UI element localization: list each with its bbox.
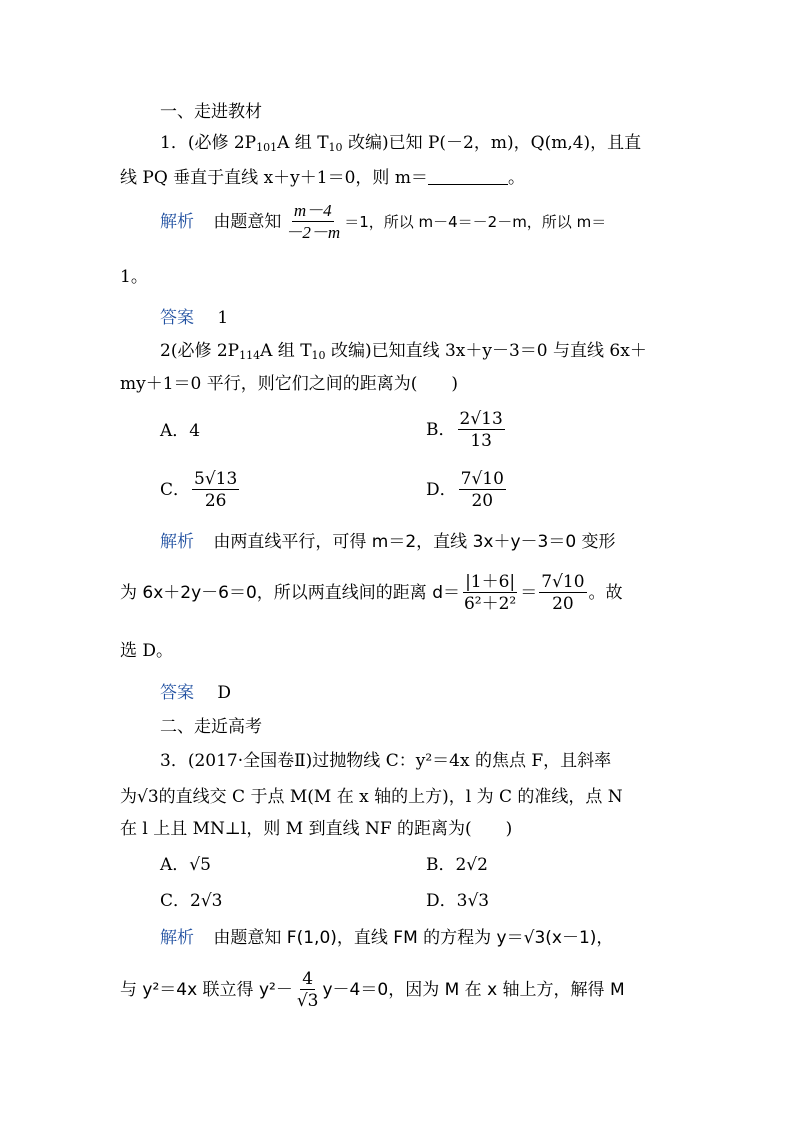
q2-option-b [426,405,507,455]
q2-sol-b2: 。故 [588,583,623,603]
q2-sol-frac2-den: 20 [552,594,574,614]
q2-text-b: A 组 T [260,341,312,361]
q1-answer-line [160,307,228,329]
q1-sol-b: ＝1，所以 m－4＝－2－m，所以 m＝ [344,213,607,231]
question-1-line-1 [160,132,641,159]
q3-sol-b2: y－4＝0，因为 M 在 x 轴上方，解得 M [322,980,625,1000]
question-1-line-2 [120,167,525,189]
question-3-line-2: 为√3的直线交 C 于点 M(M 在 x 轴的上方)，l 为 C 的准线，点 N [120,787,623,807]
q3-sol-frac-den: √3 [296,991,319,1011]
q2-opt-d-label: D． [426,480,457,500]
jiexi-label: 解析 [160,532,194,552]
q3-sol-frac [295,969,321,1012]
q1-solution-line-2: 1。 [120,267,148,287]
q2-option-d [426,465,508,515]
q2-answer-value: D [217,683,232,703]
q3-option-d: D．3√3 [426,891,490,911]
question-2-line-2: my＋1＝0 平行，则它们之间的距离为( ) [120,374,459,394]
q1-fraction [283,201,342,244]
q3-sol-frac-num: 4 [302,969,314,989]
q1-line2-text: 线 PQ 垂直于直线 x＋y＋1＝0，则 m＝ [120,168,428,188]
question-3-line-3: 在 l 上且 MN⊥l，则 M 到直线 NF 的距离为( ) [120,819,513,839]
q2-sol-frac2-num: 7√10 [541,572,585,592]
q3-solution-line-2 [120,965,625,1015]
q2-sol-frac1-den: 6²＋2² [463,594,517,614]
q2-opt-c-den: 26 [204,491,227,511]
q2-opt-b-num: 2√13 [459,409,503,429]
q2-text-c: 改编)已知直线 3x＋y－3＝0 与直线 6x＋ [325,341,647,361]
q1-answer-value: 1 [217,308,229,328]
question-2-line-1 [160,340,647,367]
answer-blank [428,168,508,185]
q1-sol-a: 由题意知 [213,212,282,232]
q3-sol-a: 由题意知 F(1,0)，直线 FM 的方程为 y＝√3(x－1)， [213,928,614,948]
section-title-2: 二、走近高考 [160,717,262,737]
q1-sub-a: 101 [256,141,278,154]
q2-opt-d-den: 20 [471,491,494,511]
q1-text-b: A 组 T [277,133,329,153]
q1-frac-den: －2－m [285,223,341,242]
q2-sol-frac1 [462,572,518,615]
q2-sol-frac2 [539,572,586,615]
q2-opt-c-frac [192,469,239,512]
jiexi-label: 解析 [160,928,194,948]
q2-sol-b1: 为 6x＋2y－6＝0，所以两直线间的距离 d＝ [120,583,460,603]
q1-solution-line-1 [160,200,606,244]
q2-opt-d-frac [459,469,506,512]
q3-solution-line-1 [160,927,613,949]
answer-label: 答案 [160,683,194,703]
q3-option-b: B．2√2 [426,855,488,875]
q2-opt-c-num: 5√13 [194,469,238,489]
q2-opt-c-label: C． [160,480,191,500]
q2-sub-a: 114 [239,349,261,362]
q1-line2-end: 。 [507,168,525,188]
question-3-line-1: 3．(2017·全国卷Ⅱ)过抛物线 C：y²＝4x 的焦点 F，且斜率 [160,751,612,771]
q2-opt-b-label: B． [426,420,456,440]
q2-solution-line-3: 选 D。 [120,641,174,661]
q2-sub-b: 10 [311,349,326,362]
q2-option-c [160,465,241,515]
q2-option-a: A．4 [160,421,201,441]
q2-solution-line-2 [120,568,623,618]
q3-option-c: C．2√3 [160,891,223,911]
q3-option-a: A．√5 [160,855,211,875]
q2-sol-a: 由两直线平行，可得 m＝2，直线 3x＋y－3＝0 变形 [213,532,616,552]
q1-text-a: 1．(必修 2P [160,133,257,153]
q2-opt-b-frac [458,409,505,452]
q3-sol-b1: 与 y²＝4x 联立得 y²－ [120,980,293,1000]
jiexi-label: 解析 [160,212,194,232]
q1-sub-b: 10 [328,141,343,154]
q2-opt-b-den: 13 [470,431,492,451]
q1-text-c: 改编)已知 P(－2，m)，Q(m,4)，且直 [342,133,642,153]
section-title-1: 一、走进教材 [160,102,262,122]
q2-sol-eq: ＝ [520,583,538,603]
q1-frac-num: m－4 [293,201,332,220]
answer-label: 答案 [160,308,194,328]
q2-sol-frac1-num: |1＋6| [465,572,516,592]
q2-solution-line-1 [160,531,616,553]
q2-answer-line [160,682,231,704]
q2-opt-d-num: 7√10 [460,469,504,489]
q2-text-a: 2(必修 2P [160,341,240,361]
